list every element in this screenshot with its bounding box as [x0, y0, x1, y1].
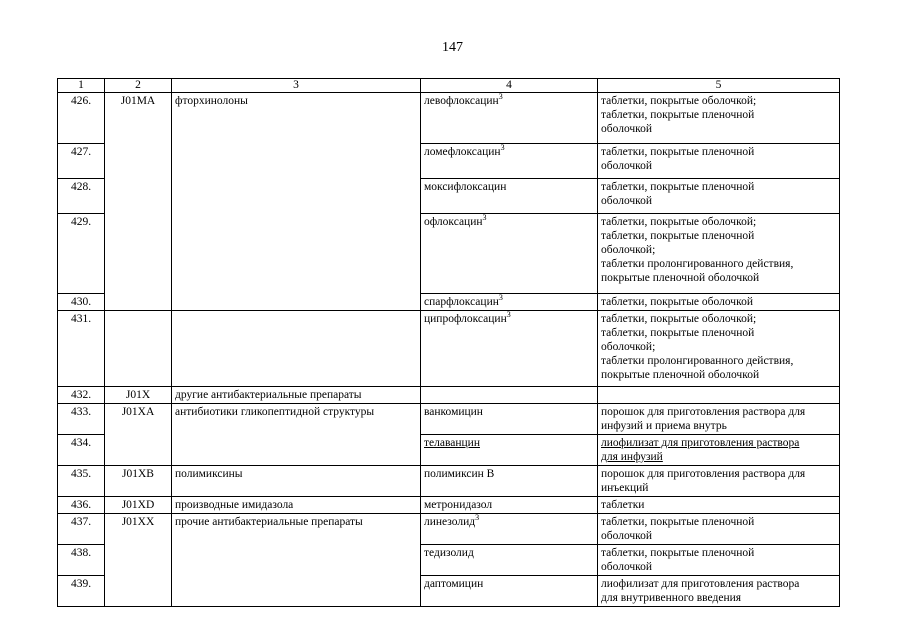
header-col-1: 1: [58, 79, 105, 93]
dosage-form-line: покрытые пленочной оболочкой: [601, 272, 760, 284]
row-number: 430.: [58, 294, 105, 311]
row-number: 437.: [58, 514, 105, 545]
atc-code: J01X: [105, 387, 172, 404]
dosage-forms: [598, 144, 840, 179]
dosage-form-line: лиофилизат для приготовления раствора: [601, 578, 800, 590]
drug-name-text: телаванцин: [424, 437, 480, 449]
dosage-form-line: оболочкой: [601, 123, 653, 135]
dosage-form-line: таблетки, покрытые оболочкой;: [601, 216, 757, 228]
drug-name: полимиксин B: [421, 466, 598, 497]
row-number: 428.: [58, 179, 105, 214]
drug-name: [421, 514, 598, 545]
dosage-form-line: таблетки, покрытые пленочной: [601, 230, 755, 242]
dosage-forms: [598, 497, 840, 514]
header-col-4: 4: [421, 79, 598, 93]
dosage-form-line: инъекций: [601, 482, 649, 494]
drug-name-text: ломефлоксацин: [424, 146, 501, 158]
header-col-5: 5: [598, 79, 840, 93]
drug-name: [421, 144, 598, 179]
drug-group: полимиксины: [172, 466, 421, 497]
dosage-forms: [598, 514, 840, 545]
dosage-form-line: таблетки, покрытые пленочной: [601, 516, 755, 528]
row-number: 438.: [58, 545, 105, 576]
dosage-form-line: таблетки, покрытые пленочной: [601, 547, 755, 559]
dosage-form-line: таблетки, покрытые пленочной: [601, 146, 755, 158]
dosage-form-line: оболочкой: [601, 160, 653, 172]
dosage-form-line: для инфузий: [601, 451, 663, 463]
header-col-2: 2: [105, 79, 172, 93]
dosage-form-line: лиофилизат для приготовления раствора: [601, 437, 800, 449]
table-row: [58, 404, 840, 435]
dosage-form-line: таблетки, покрытые пленочной: [601, 181, 755, 193]
drug-group: производные имидазола: [172, 497, 421, 514]
drug-name-text: левофлоксацин: [424, 95, 499, 107]
dosage-form-line: таблетки, покрытые пленочной: [601, 327, 755, 339]
row-number: 439.: [58, 576, 105, 607]
dosage-forms-empty: [598, 387, 840, 404]
row-number: 435.: [58, 466, 105, 497]
dosage-form-line: для внутривенного введения: [601, 592, 742, 604]
dosage-forms: [598, 214, 840, 294]
atc-code-empty: [105, 311, 172, 387]
dosage-forms: [598, 545, 840, 576]
dosage-form-line: оболочкой;: [601, 341, 656, 353]
dosage-form-line: покрытые пленочной оболочкой: [601, 369, 760, 381]
table-row: [58, 514, 840, 545]
dosage-form-line: порошок для приготовления раствора для: [601, 468, 806, 480]
drug-table: [57, 78, 840, 607]
drug-name: [421, 214, 598, 294]
drug-group: фторхинолоны: [172, 93, 421, 311]
dosage-forms: [598, 404, 840, 435]
row-number: 433.: [58, 404, 105, 435]
drug-name: [421, 311, 598, 387]
drug-group: другие антибактериальные препараты: [172, 387, 421, 404]
drug-name-text: офлоксацин: [424, 216, 483, 228]
dosage-form-line: таблетки, покрытые оболочкой;: [601, 95, 757, 107]
dosage-form-line: таблетки, покрытые оболочкой: [601, 296, 753, 308]
drug-name: [421, 294, 598, 311]
dosage-form-line: таблетки, покрытые пленочной: [601, 109, 755, 121]
drug-name: моксифлоксацин: [421, 179, 598, 214]
drug-name: тедизолид: [421, 545, 598, 576]
dosage-form-line: оболочкой;: [601, 244, 656, 256]
drug-group: антибиотики гликопептидной структуры: [172, 404, 421, 466]
dosage-forms: [598, 576, 840, 607]
table-row: [58, 497, 840, 514]
atc-code: J01XX: [105, 514, 172, 607]
drug-name-text: ципрофлоксацин: [424, 313, 507, 325]
dosage-form-line: порошок для приготовления раствора для: [601, 406, 806, 418]
footnote-mark: 3: [506, 310, 511, 319]
row-number: 426.: [58, 93, 105, 144]
dosage-form-line: инфузий и приема внутрь: [601, 420, 727, 432]
table-row: [58, 93, 840, 144]
dosage-forms: [598, 311, 840, 387]
row-number: 434.: [58, 435, 105, 466]
dosage-forms: [598, 93, 840, 144]
atc-code: J01XB: [105, 466, 172, 497]
dosage-forms: [598, 294, 840, 311]
atc-code: J01XA: [105, 404, 172, 466]
dosage-form-line: таблетки пролонгированного действия,: [601, 258, 794, 270]
row-number: 429.: [58, 214, 105, 294]
footnote-mark: 3: [500, 143, 505, 152]
drug-name: метронидазол: [421, 497, 598, 514]
table-row: [58, 311, 840, 387]
atc-code: J01XD: [105, 497, 172, 514]
drug-name-empty: [421, 387, 598, 404]
table-header-row: [58, 79, 840, 93]
footnote-mark: 3: [498, 293, 503, 302]
drug-name: даптомицин: [421, 576, 598, 607]
footnote-mark: 3: [498, 92, 503, 101]
drug-name-text: линезолид: [424, 516, 476, 528]
header-col-3: 3: [172, 79, 421, 93]
atc-code: J01MA: [105, 93, 172, 311]
row-number: 436.: [58, 497, 105, 514]
dosage-form-line: оболочкой: [601, 530, 653, 542]
dosage-form-line: таблетки: [601, 499, 645, 511]
table-row: [58, 466, 840, 497]
row-number: 431.: [58, 311, 105, 387]
row-number: 427.: [58, 144, 105, 179]
table-row: [58, 387, 840, 404]
page-number: 147: [442, 40, 463, 55]
drug-name: ванкомицин: [421, 404, 598, 435]
dosage-forms: [598, 179, 840, 214]
drug-name: [421, 93, 598, 144]
dosage-form-line: оболочкой: [601, 195, 653, 207]
footnote-mark: 3: [475, 513, 480, 522]
dosage-form-line: оболочкой: [601, 561, 653, 573]
drug-name-text: спарфлоксацин: [424, 296, 499, 308]
drug-group: прочие антибактериальные препараты: [172, 514, 421, 607]
row-number: 432.: [58, 387, 105, 404]
dosage-forms: [598, 466, 840, 497]
footnote-mark: 3: [482, 213, 487, 222]
dosage-forms: [598, 435, 840, 466]
drug-name: [421, 435, 598, 466]
dosage-form-line: таблетки пролонгированного действия,: [601, 355, 794, 367]
dosage-form-line: таблетки, покрытые оболочкой;: [601, 313, 757, 325]
drug-group-empty: [172, 311, 421, 387]
